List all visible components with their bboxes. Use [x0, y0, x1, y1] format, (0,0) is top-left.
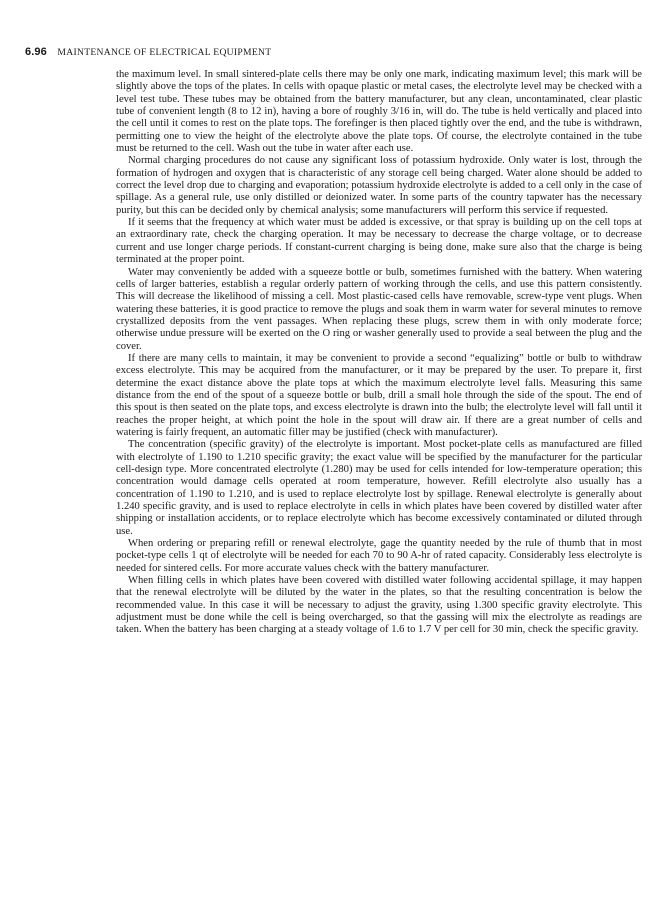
paragraph: If there are many cells to maintain, it may be convenient to provide a second “equalizing” bottle or bulb to withdraw excess electrolyte. This may be acquired from the manufacturer, or it may be prepared by the user. To prepare it, first determine the exact distance above the plate tops at which the maximum electrolyte level falls. Measuring this same distance from the end of the spout of a squeeze bottle or bulb, drill a small hole through the side of the spout. The end of this spout is then seated on the plate tops, and excess electrolyte is drawn into the bulb; the electrolyte level will fall until it reaches the proper height, at which point the hole in the spout will draw air. If there are a great number of cells and watering is fairly frequent, an automatic filler may be justified (check with manufacturer). [116, 352, 642, 438]
paragraph: the maximum level. In small sintered-plate cells there may be only one mark, indicating maximum level; this mark will be slightly above the tops of the plates. In cells with opaque plastic or metal cases, the electrolyte level may be checked with a level test tube. These tubes may be obtained from the battery manufacturer, but any clean, uncontaminated, clear plastic tube of convenient length (8 to 12 in), having a bore of roughly 3/16 in, will do. The tube is held vertically and placed into the cell until it comes to rest on the plate tops. The forefinger is then placed tightly over the end, and the tube is withdrawn, permitting one to view the height of the electrolyte above the plate tops. Of course, the electrolyte contained in the tube must be returned to the cell. Wash out the tube in water after each use. [116, 69, 642, 155]
paragraph: If it seems that the frequency at which water must be added is excessive, or that spray is building up on the cell tops at an extraordinary rate, check the charging operation. It may be necessary to decrease the charge voltage, or to decrease current and use longer charge periods. If constant-current charging is being done, make sure also that the charge is being terminated at the proper point. [116, 217, 642, 266]
running-head [25, 46, 271, 58]
body-text [116, 69, 642, 637]
running-head-title: MAINTENANCE OF ELECTRICAL EQUIPMENT [57, 47, 272, 58]
page-number: 6.96 [25, 46, 47, 58]
paragraph: The concentration (specific gravity) of the electrolyte is important. Most pocket-plate cells as manufactured are filled with electrolyte of 1.190 to 1.210 specific gravity; the exact value will be specified by the manufacturer for the particular cell-design type. More concentrated electrolyte (1.280) may be used for cells intended for low-temperature operation; this concentration would damage cells operated at room temperature, however. Refill electrolyte also usually has a concentration of 1.190 to 1.210, and is used to replace electrolyte lost by spillage. Renewal electrolyte is generally about 1.240 specific gravity, and is used to replace electrolyte in cells in which plates have been covered by distilled water after shipping or installation accidents, or to replace electrolyte which has become excessively contaminated or diluted through use. [116, 439, 642, 537]
paragraph: When filling cells in which plates have been covered with distilled water following accidental spillage, it may happen that the renewal electrolyte will be diluted by the water in the plates, so that the resulting concentration is below the recommended value. In this case it will be necessary to adjust the gravity, using 1.300 specific gravity electrolyte. This adjustment must be done while the cell is being overcharged, so that the gassing will mix the electrolyte as readings are taken. When the battery has been charging at a steady voltage of 1.6 to 1.7 V per cell for 30 min, check the specific gravity. [116, 575, 642, 636]
paragraph: Water may conveniently be added with a squeeze bottle or bulb, sometimes furnished with the battery. When watering cells of larger batteries, establish a regular orderly pattern of working through the cells, and use this pattern consistently. This will decrease the likelihood of missing a cell. Most plastic-cased cells have removable, screw-type vent plugs. When watering these batteries, it is good practice to remove the plugs and soak them in warm water for several minutes to remove crystallized deposits from the vent passages. When replacing these plugs, screw them in with only moderate force; otherwise undue pressure will be exerted on the O ring or washer generally used to provide a seal between the plug and the cover. [116, 266, 642, 352]
paragraph: Normal charging procedures do not cause any significant loss of potassium hydroxide. Only water is lost, through the formation of hydrogen and oxygen that is characteristic of any storage cell being charged. Water alone should be added to correct the level drop due to charging and evaporation; potassium hydroxide electrolyte is added to a cell only in the case of spillage. As a general rule, use only distilled or deionized water. In some parts of the country tapwater has the necessary purity, but this can be decided only by chemical analysis; some manufacturers will perform this service if requested. [116, 155, 642, 216]
paragraph: When ordering or preparing refill or renewal electrolyte, gage the quantity needed by the rule of thumb that in most pocket-type cells 1 qt of electrolyte will be needed for each 70 to 90 A-hr of rated capacity. Considerably less electrolyte is needed for sintered cells. For more accurate values check with the battery manufacturer. [116, 538, 642, 574]
